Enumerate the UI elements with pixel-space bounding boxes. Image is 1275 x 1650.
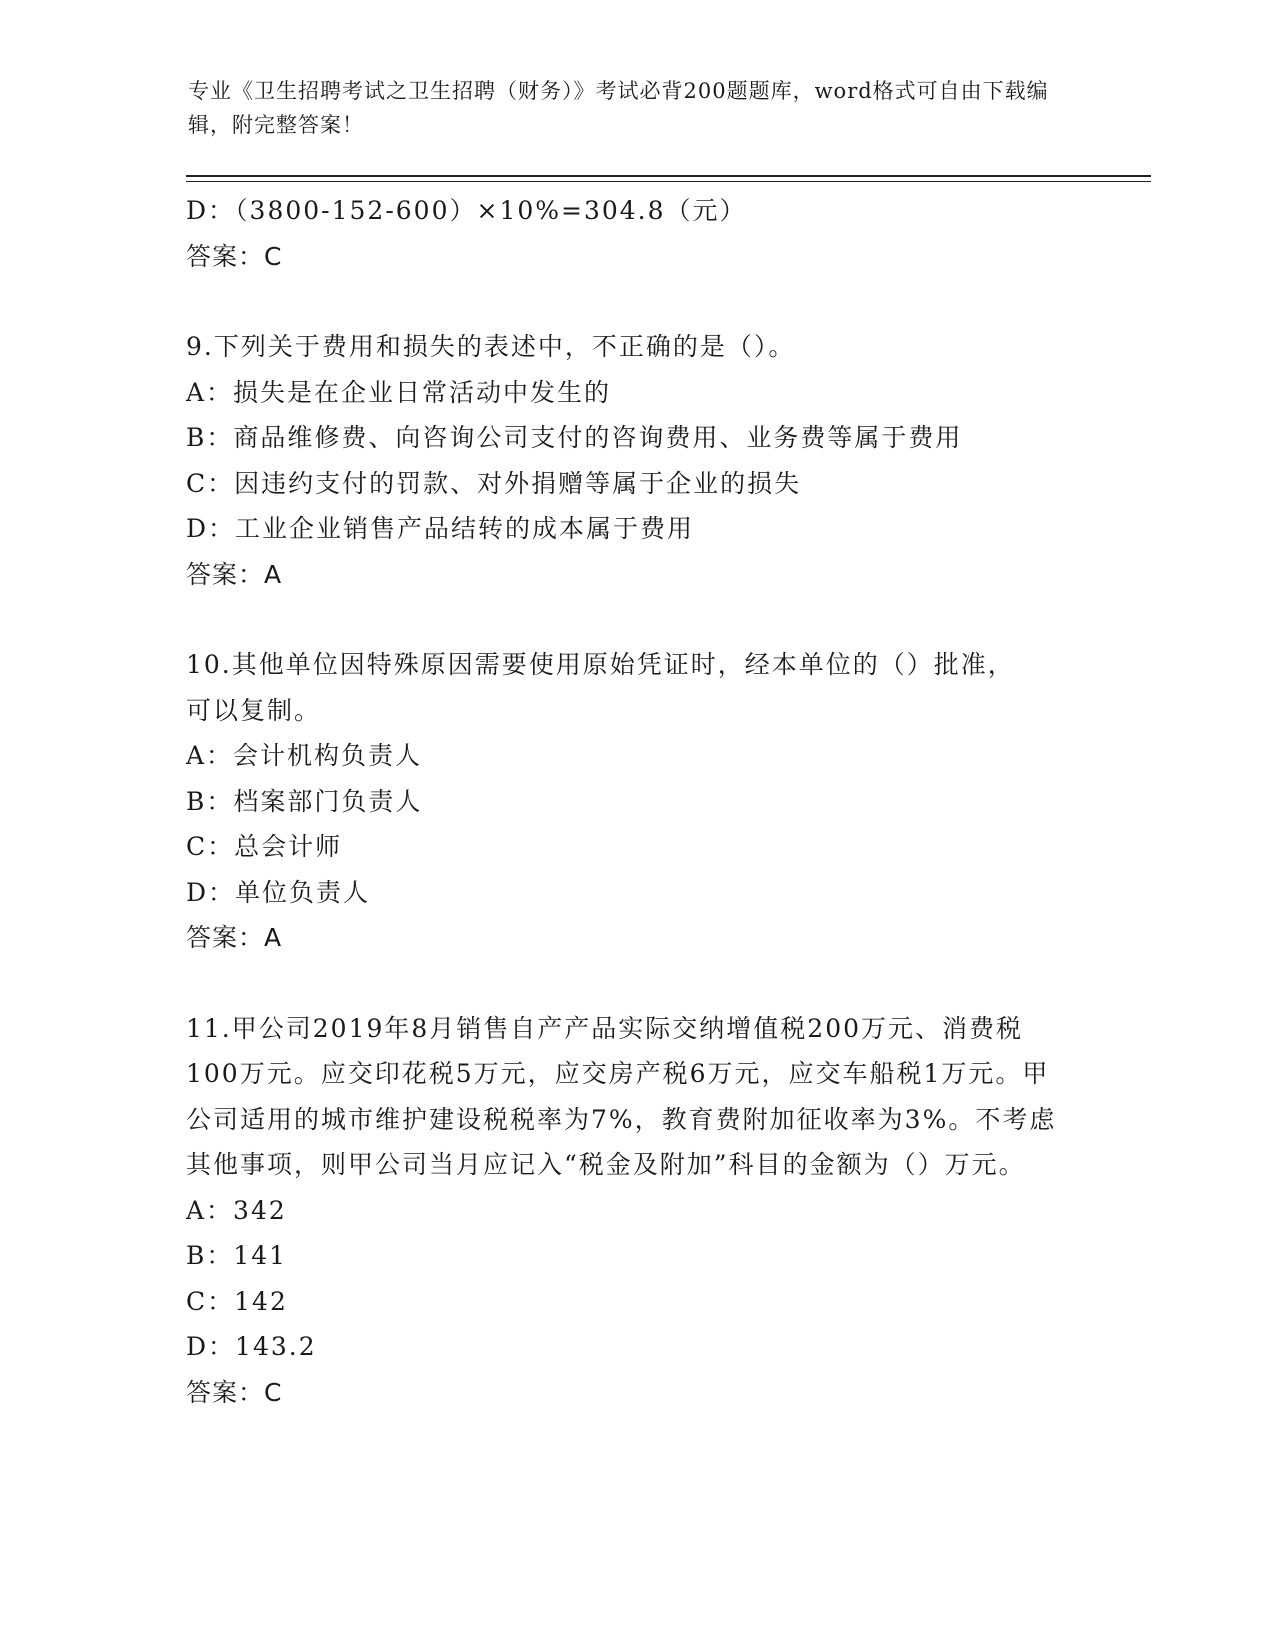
option-a: A：342 xyxy=(186,1195,287,1225)
option-c: C：142 xyxy=(186,1286,288,1316)
option-d: D：143.2 xyxy=(186,1332,317,1361)
answer: 答案：C xyxy=(186,1377,283,1407)
question-9 xyxy=(186,324,1086,597)
option-b: B：商品维修费、向咨询公司支付的咨询费用、业务费等属于费用 xyxy=(186,423,963,452)
answer: 答案：A xyxy=(186,559,283,589)
question-stem: 10.其他单位因特殊原因需要使用原始凭证时，经本单位的（）批准，可以复制。 xyxy=(186,650,1015,725)
option-d: D：工业企业销售产品结转的成本属于费用 xyxy=(186,514,695,543)
option-c: C：因违约支付的罚款、对外捐赠等属于企业的损失 xyxy=(186,468,802,498)
question-10 xyxy=(186,642,1086,961)
carry-over-option-d: D：（3800-152-600）×10%=304.8（元） xyxy=(186,196,747,225)
option-a: A：损失是在企业日常活动中发生的 xyxy=(186,377,612,407)
header-rule-thick xyxy=(186,175,1151,177)
spacer xyxy=(186,597,1086,642)
option-b: B：档案部门负责人 xyxy=(186,786,423,816)
question-stem: 11.甲公司2019年8月销售自产产品实际交纳增值税200万元、消费税100万元。应交印花税5万元，应交房产税6万元，应交车船税1万元。甲公司适用的城市维护建设税税率为7%，教育费附加征收率为3%。不考虑其他事项，则甲公司当月应记入“税金及附加”科目的金额为（）万元。 xyxy=(186,1013,1057,1179)
answer: 答案：A xyxy=(186,923,283,952)
option-d: D：单位负责人 xyxy=(186,877,371,907)
option-b: B：141 xyxy=(186,1241,288,1270)
option-c: C：总会计师 xyxy=(186,832,343,861)
carry-over-answer: 答案：C xyxy=(186,241,283,271)
document-body xyxy=(186,188,1086,1415)
question-11 xyxy=(186,1006,1086,1416)
spacer xyxy=(186,279,1086,324)
header-rule-thin xyxy=(186,181,1151,182)
option-a: A：会计机构负责人 xyxy=(186,741,423,770)
spacer xyxy=(186,961,1086,1006)
document-header: 专业《卫生招聘考试之卫生招聘（财务）》考试必背200题题库，word格式可自由下载编辑，附完整答案！ xyxy=(188,79,1049,137)
question-stem: 9.下列关于费用和损失的表述中，不正确的是（）。 xyxy=(186,332,796,361)
